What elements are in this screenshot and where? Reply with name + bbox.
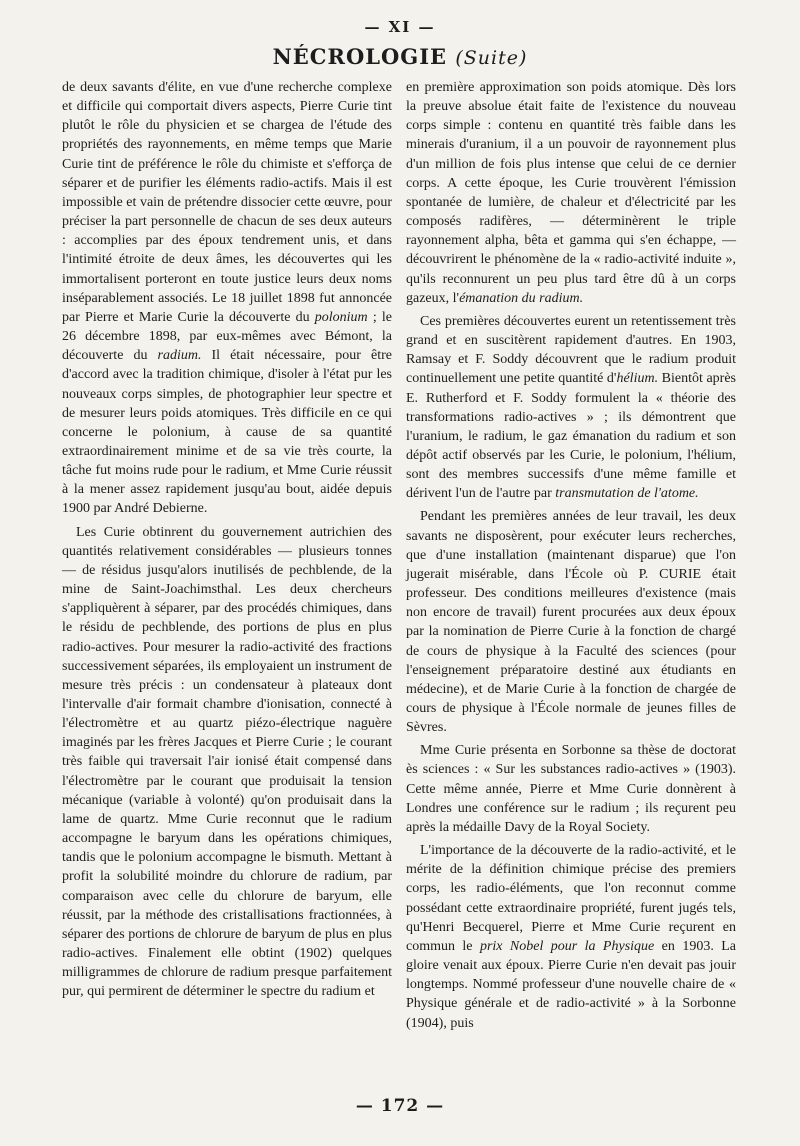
right-paragraph-4: Mme Curie présenta en Sorbonne sa thèse de doctorat ès sciences : « Sur les substances radio-actives » (1903). Cette même année, Pierre et Mme Curie donnèrent à Londres une conférence sur le radium ; ils reçurent peu après la médaille Davy de la Royal Society. [406, 743, 736, 835]
right-paragraph-1 [406, 78, 736, 308]
left-p1-mid: ; le 26 décembre 1898, par eux-mêmes avec Bémont, la découverte du [62, 309, 392, 364]
right-p1-text: en première approximation son poids atomique. Dès lors la preuve absolue était faite de l'existence du nouveau corps simple : contenu en quantité très faible dans les minerais d'uranium, il a un pouvoir de rayonnement plus d'un million de fois plus intense que celui de ce dernier corps. A cette époque, les Curie trouvèrent l'émission spontanée de lumière, de chaleur et d'électricité par les composés radifères, — déterminèrent le triple rayonnement alpha, bêta et gamma qui s'en échappe, — découvrirent le phénomène de la « radio-activité induite », qu'ils reconnurent un peu plus tard être dû à un corps gazeux, l' [406, 80, 736, 306]
nobel-prize-term: prix Nobel pour la Physique [479, 938, 655, 954]
section-title-text: NÉCROLOGIE [272, 44, 448, 69]
left-p1-end: Il était nécessaire, pour être d'accord avec la tradition chimique, d'isoler à l'état pur les nouveaux corps simples, de photographier leur spectre et de mesurer leurs poids atomiques. Très difficile en ce qui concerne le polonium, à cause de sa quantité extraordinairement minime et de sa vie très courte, la tâche fut moins rude pour le radium, et Mme Curie réussit à la mener assez rapidement jusqu'au bout, aidée depuis 1900 par André Debierne. [62, 348, 392, 517]
right-p2-text: Ces premières découvertes eurent un retentissement très grand et en suscitèrent rapidement d'autres. En 1903, Ramsay et F. Soddy découvrent que le radium produit continuellement une petite quantité d' [406, 313, 736, 387]
left-column [62, 78, 392, 1006]
emanation-term: émanation du radium. [459, 290, 584, 306]
right-paragraph-2 [406, 312, 736, 504]
right-p5-text: L'importance de la découverte de la radio-activité, et le mérite de la définition chimique précise des premiers corps, les radio-éléments, que l'on reconnut comme possédant cette extraordinaire propriété, furent jugés tels, qu'Henri Becquerel, Pierre et Mme Curie reçurent en commun le [406, 843, 736, 954]
section-title [0, 44, 800, 69]
left-paragraph-1 [62, 78, 392, 519]
polonium-term: polonium [314, 309, 368, 325]
right-column [406, 78, 736, 1037]
section-title-suffix: (Suite) [455, 47, 528, 69]
transmutation-term: transmutation de l'atome. [555, 486, 699, 502]
right-paragraph-5 [406, 841, 736, 1033]
left-paragraph-2: Les Curie obtinrent du gouvernement autrichien des quantités relativement considérables — plusieurs tonnes — de résidus jusqu'alors inutilisés de pechblende, de la mine de Saint-Joachimsthal. Les deux chercheurs s'appliquèrent à séparer, par des procédés chimiques, dans le résidu de pechblende, des portions de plus en plus radio-actives. Pour mesurer la radio-activité des fractions successivement séparées, ils employaient un instrument de mesure très précis : un condensateur à plateaux dont l'intervalle d'air formait chambre d'ionisation, connecté à l'électromètre et au quartz piézo-électrique naguère imaginés par les frères Jacques et Pierre Curie ; le courant très faible qui traversait l'air ionisé était compensé dans l'électromètre par le courant que produisait la tension mécanique (variable à volonté) qu'on produisait dans la lame de quartz. Mme Curie reconnut que le radium accompagne le baryum dans les opérations chimiques, tandis que le polonium accompagne le bismuth. Mettant à profit la solubilité moindre du chlorure de radium, par comparaison avec celle du chlorure de baryum, elle réussit, par la méthode des cristallisations fractionnées, à séparer des portions de chlorure de baryum de plus en plus radio-actives. Finalement elle obtint (1902) quelques milligrammes de chlorure de radium presque parfaitement pur, qui permirent de déterminer le spectre du radium et [62, 524, 392, 1000]
right-paragraph-3: Pendant les premières années de leur travail, les deux savants ne disposèrent, pour exécuter leurs recherches, que d'une installation (maintenant disparue) que l'on jugerait misérable, dans l'École où P. CURIE était professeur. Des conditions meilleures d'existence (mais non encore de travail) furent procurées aux deux époux par la nomination de Pierre Curie à la fonction de chargé de cours de physique à la Faculté des sciences (pour l'enseignement préparatoire destiné aux étudiants en médecine), et de Marie Curie à la fonction de chargée de cours de physique à l'École normale de jeunes filles de Sèvres. [406, 509, 736, 736]
right-p5-end: en 1903. La gloire venait aux époux. Pierre Curie n'en devait pas jouir longtemps. Nommé professeur d'une nouvelle chaire de « Physique générale et de radio-activité » à la Sorbonne (1904), puis [406, 938, 736, 1031]
right-p2-mid: Bientôt après E. Rutherford et F. Soddy formulent la « théorie des transformations radio-actives » ; ils démontrent que l'uranium, le radium, le gaz émanation du radium et son dépôt actif observés par les Curie, le polonium, l'hélium, sont des membres successifs d'une même famille et dérivent l'un de l'autre par [406, 371, 737, 502]
radium-term: radium. [157, 348, 202, 364]
running-head: — XI — [364, 18, 436, 36]
left-p1-text: de deux savants d'élite, en vue d'une recherche complexe et difficile qui comportait divers aspects, Pierre Curie tint plutôt le rôle du physicien et se chargea de l'étude des propriétés des rayonnements, en même temps que Marie Curie tint de préférence le rôle du chimiste et s'efforça de séparer et de purifier les éléments radio-actifs. Mais il est impossible et vain de prétendre dissocier cette œuvre, pour préciser la part personnelle de chacun de ses deux auteurs : accomplies par des époux tendrement unis, et dans l'intimité étroite de deux âmes, les découvertes qui les immortalisent porteront en toute justice leurs deux noms inséparablement associés. Le 18 juillet 1898 fut annoncée par Pierre et Marie Curie la découverte du [62, 80, 392, 325]
page-number: — 172 — [355, 1096, 445, 1116]
helium-term: hélium. [616, 371, 659, 387]
